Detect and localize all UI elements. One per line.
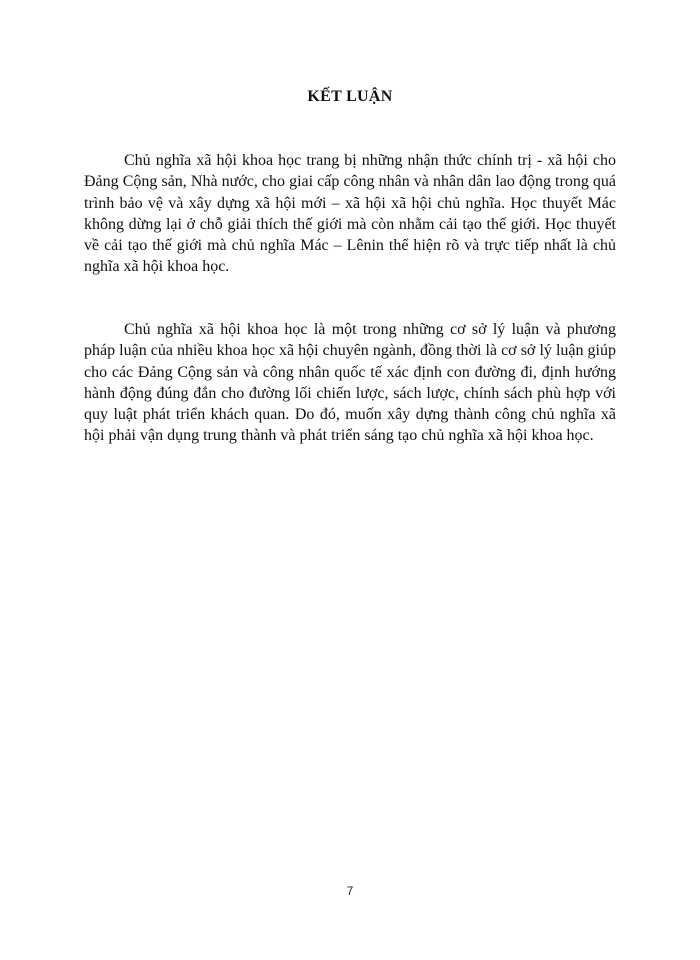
page-number: 7 <box>346 884 354 898</box>
paragraph-2: Chủ nghĩa xã hội khoa học là một trong những cơ sở lý luận và phương pháp luận của nhiều khoa học xã hội chuyên ngành, đồng thời là cơ sở lý luận giúp cho các Đảng Cộng sản và công nhân quốc tế xác định con đường đi, định hướng hành động đúng đắn cho đường lối chiến lược, sách lược, chính sách phù hợp với quy luật phát triển khách quan. Do đó, muốn xây dựng thành công chủ nghĩa xã hội phải vận dụng trung thành và phát triển sáng tạo chủ nghĩa xã hội khoa học. <box>84 321 616 445</box>
page-title: KẾT LUẬN <box>307 88 393 105</box>
paragraph-1: Chủ nghĩa xã hội khoa học trang bị những nhận thức chính trị - xã hội cho Đảng Cộng sản, Nhà nước, cho giai cấp công nhân và nhân dân lao động trong quá trình bảo vệ và xây dựng xã hội mới – xã hội xã hội chủ nghĩa. Học thuyết Mác không dừng lại ở chỗ giải thích thế giới mà còn nhằm cải tạo thế giới. Học thuyết về cải tạo thế giới mà chủ nghĩa Mác – Lênin thể hiện rõ và trực tiếp nhất là chủ nghĩa xã hội khoa học. <box>84 152 616 276</box>
